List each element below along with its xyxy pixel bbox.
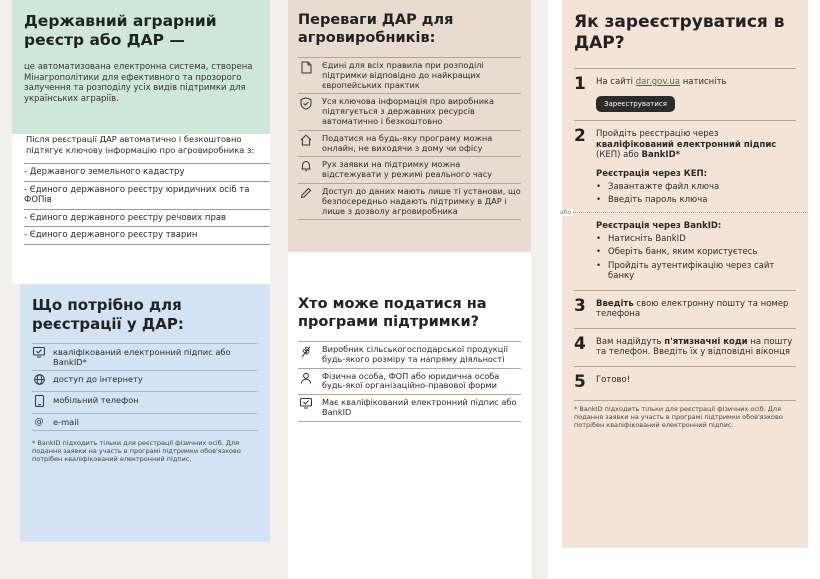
step-2	[574, 120, 796, 169]
list-item: - Єдиного державного реєстру тварин	[24, 226, 270, 245]
phone-icon	[32, 395, 46, 410]
registry-list	[24, 163, 270, 245]
list-item: - Єдиного державного реєстру речових прав	[24, 209, 270, 227]
list-item	[32, 391, 258, 413]
list-item	[32, 413, 258, 431]
step-text: на пошту та телефон. Введіть їх у відповідні віконця	[596, 336, 793, 357]
column-advantages	[288, 0, 531, 579]
globe-icon	[32, 374, 46, 388]
list-item	[298, 394, 521, 422]
list-item	[298, 183, 521, 220]
list-item: • Пройдіть аутентифікацію через сайт банку	[596, 260, 775, 281]
list-item	[298, 130, 521, 157]
list-item	[32, 343, 258, 370]
list-item	[298, 57, 521, 93]
column-what-is-dar	[12, 0, 270, 579]
advantages-title: Переваги ДАР для агровиробників:	[298, 12, 454, 46]
list-item	[298, 156, 521, 183]
requirement-label: кваліфікований електронний підпис або BankID*	[53, 347, 231, 367]
eligibility-label: Виробник сільськогосподарської продукції будь-якого розміру та напряму діяльності	[322, 344, 508, 364]
requirement-label: доступ до інтернету	[53, 374, 143, 384]
or-divider	[560, 208, 808, 216]
person-icon	[298, 372, 314, 387]
step-4	[574, 328, 796, 366]
step-number: 2	[574, 126, 586, 146]
shield-check-icon	[298, 97, 314, 113]
step-5	[574, 366, 796, 401]
monitor-check-icon	[32, 347, 46, 361]
dar-site-link[interactable]: dar.gov.ua	[635, 77, 681, 87]
bankid-registration-section	[574, 221, 796, 282]
step-text-bold: п'ятизначні коди	[664, 336, 748, 347]
advantage-label: Податися на будь-яку програму можна онлайн, не виходячи з дому чи офісу	[322, 132, 493, 153]
registration-steps-card	[562, 0, 808, 548]
at-icon: @	[34, 417, 44, 427]
list-item: - Єдиного державного реєстру юридичних осіб та ФОПів	[24, 181, 270, 209]
requirements-block	[20, 284, 270, 542]
home-icon	[298, 134, 314, 149]
step-text-bold: Введіть	[596, 298, 634, 309]
step-text: Готово!	[596, 374, 631, 385]
advantages-block	[288, 0, 531, 252]
step-number: 4	[574, 333, 586, 354]
step-number: 3	[574, 295, 586, 316]
edit-icon	[298, 187, 314, 202]
registries-block	[12, 134, 270, 284]
step-text-bold: BankID*	[641, 150, 681, 160]
eligibility-block	[288, 252, 531, 579]
kep-title: Реєстрація через КЕП:	[596, 168, 708, 179]
list-item	[298, 368, 521, 395]
advantage-label: Уся ключова інформація про виробника підтягується з державних ресурсів автоматично і безкоштовно	[322, 96, 494, 126]
step-text: Вам надійдуть	[596, 336, 665, 347]
eligibility-title: Хто може податися на програми підтримки?	[298, 296, 487, 330]
register-button[interactable]: Зареєструватися	[596, 96, 675, 113]
eligibility-label: Фізична особа, ФОП або юридична особа будь-якої організаційно-правової форми	[322, 370, 500, 391]
footnote: * BankID підходить тільки для реєстрації фізичних осіб. Для подання заявки на участь в програмі підтримки обов'язково потрібен кваліфікований електронний підпис.	[32, 439, 241, 463]
advantage-label: Доступ до даних мають лише ті установи, що безпосередньо надають підтримку в ДАР і лише з дозволу агровиробника	[322, 185, 521, 216]
registration-title: Як зареєструватися в ДАР?	[574, 12, 785, 53]
list-item	[298, 341, 521, 368]
document-icon	[298, 61, 314, 77]
step-3	[574, 290, 796, 328]
step-text: Пройдіть реєстрацію через	[596, 129, 719, 139]
kep-registration-section	[574, 169, 796, 206]
step-text-bold: кваліфікований електронний підпис	[596, 139, 777, 150]
bankid-title: Реєстрація через BankID:	[596, 220, 722, 231]
step-number: 5	[574, 371, 586, 392]
monitor-check-icon	[298, 398, 314, 412]
step-text: свою електронну пошту та номер телефона	[596, 298, 789, 319]
footnote: * BankID підходить тільки для реєстрації фізичних осіб. Для подання заявки на участь в програмі підтримки обов'язково потрібен кваліфікований електронний підпис.	[574, 404, 783, 429]
requirement-label: мобільний телефон	[53, 395, 139, 405]
list-item: • Завантажте файл ключа	[596, 181, 720, 192]
bell-icon	[298, 160, 314, 175]
list-item: • Оберіть банк, яким користуєтесь	[596, 247, 758, 257]
advantage-label: Єдині для всіх правила при розподілі підтримки відповідно до найкращих європейських практик	[322, 60, 484, 90]
requirement-label: e-mail	[53, 417, 79, 427]
requirements-title: Що потрібно для реєстрації у ДАР:	[32, 296, 184, 333]
step-text: На сайті	[596, 77, 636, 87]
eligibility-list	[298, 341, 521, 422]
dar-definition-text: це автоматизована електронна система, створена Мінагрополітики для ефективного та прозорого залучення та розподілу усіх видів підтримки для українських аграріїв.	[24, 62, 253, 104]
wheat-icon	[298, 345, 314, 361]
registries-intro: Після реєстрації ДАР автоматично і безкоштовно підтягує ключову інформацію про агровиробника з:	[26, 134, 255, 155]
step-number: 1	[574, 74, 586, 94]
step-text: (КЕП) або	[596, 150, 642, 160]
advantage-label: Рух заявки на підтримку можна відстежувати у режимі реального часу	[322, 159, 493, 180]
step-1	[574, 68, 796, 120]
column-how-to-register	[548, 0, 820, 579]
step-text: натисніть	[680, 77, 727, 87]
or-label: або	[560, 208, 572, 216]
list-item	[32, 370, 258, 391]
eligibility-label: Має кваліфікований електронний підпис або BankID	[322, 397, 517, 417]
list-item: • Натисніть BankID	[596, 233, 686, 244]
list-item: - Державного земельного кадастру	[24, 163, 270, 181]
advantages-list	[298, 57, 521, 220]
list-item	[298, 93, 521, 129]
list-item: • Введіть пароль ключа	[596, 195, 708, 205]
dar-definition-block	[12, 0, 270, 134]
dar-definition-title: Державний аграрний реєстр або ДАР —	[24, 12, 217, 49]
